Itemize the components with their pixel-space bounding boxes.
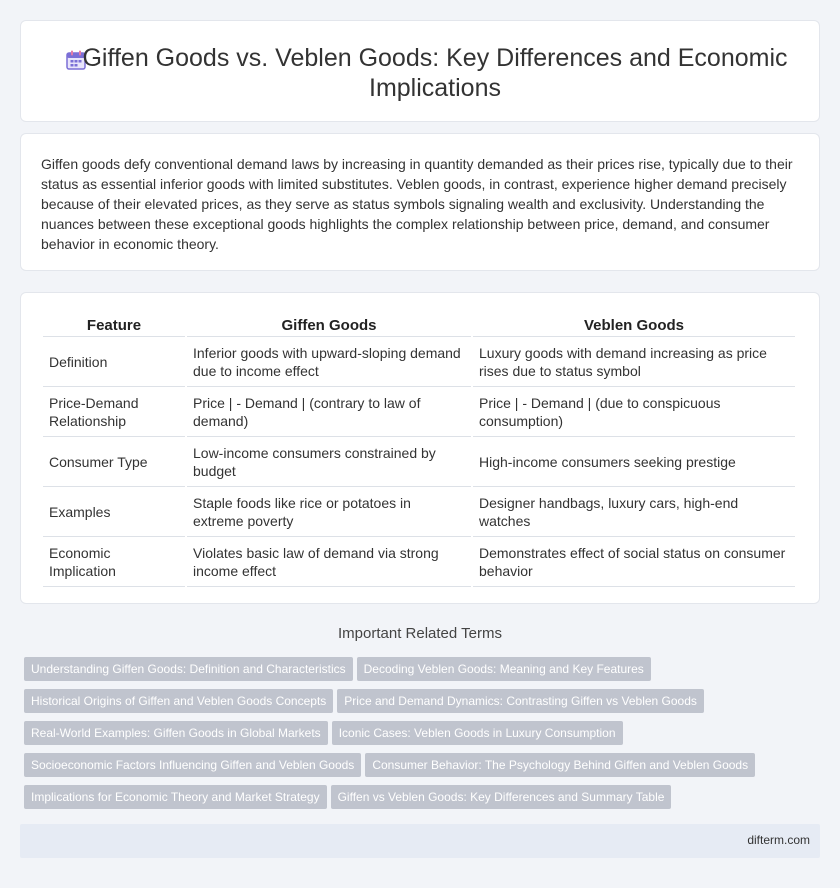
cell-giffen: Price | - Demand | (contrary to law of demand)	[187, 387, 471, 437]
footer-site-link[interactable]: difterm.com	[747, 833, 810, 847]
header-giffen: Giffen Goods	[187, 313, 471, 337]
comparison-table	[41, 313, 797, 587]
table-row	[43, 537, 795, 587]
table-row	[43, 387, 795, 437]
cell-giffen: Staple foods like rice or potatoes in extreme poverty	[187, 487, 471, 537]
related-term-link[interactable]: Consumer Behavior: The Psychology Behind Giffen and Veblen Goods	[365, 753, 755, 777]
related-term-link[interactable]: Iconic Cases: Veblen Goods in Luxury Consumption	[332, 721, 623, 745]
related-term-link[interactable]: Historical Origins of Giffen and Veblen Goods Concepts	[24, 689, 333, 713]
header-feature: Feature	[43, 313, 185, 337]
cell-feature: Examples	[43, 487, 185, 537]
table-row	[43, 487, 795, 537]
related-term-link[interactable]: Real-World Examples: Giffen Goods in Global Markets	[24, 721, 328, 745]
comparison-card	[20, 292, 820, 604]
related-terms-list	[24, 657, 814, 817]
header-veblen: Veblen Goods	[473, 313, 795, 337]
header-card	[20, 20, 820, 122]
cell-veblen: Price | - Demand | (due to conspicuous consumption)	[473, 387, 795, 437]
related-term-link[interactable]: Implications for Economic Theory and Market Strategy	[24, 785, 327, 809]
cell-veblen: Demonstrates effect of social status on consumer behavior	[473, 537, 795, 587]
related-terms-heading: Important Related Terms	[338, 625, 502, 642]
cell-giffen: Inferior goods with upward-sloping demand due to income effect	[187, 337, 471, 387]
cell-feature: Consumer Type	[43, 437, 185, 487]
page-title: Giffen Goods vs. Veblen Goods: Key Differences and Economic Implications	[82, 44, 788, 102]
cell-veblen: High-income consumers seeking prestige	[473, 437, 795, 487]
related-term-link[interactable]: Price and Demand Dynamics: Contrasting Giffen vs Veblen Goods	[337, 689, 704, 713]
intro-paragraph: Giffen goods defy conventional demand laws by increasing in quantity demanded as their prices rise, typically due to their status as essential inferior goods with limited substitutes. Veblen goods, in contrast, experience higher demand precisely because of their elevated prices, as they serve as status symbols signaling wealth and exclusivity. Understanding the nuances between these exceptional goods highlights the complex relationship between price, demand, and consumer behavior in economic theory.	[41, 156, 793, 252]
related-term-link[interactable]: Socioeconomic Factors Influencing Giffen and Veblen Goods	[24, 753, 361, 777]
cell-feature: Definition	[43, 337, 185, 387]
related-term-link[interactable]: Understanding Giffen Goods: Definition and Characteristics	[24, 657, 353, 681]
related-term-link[interactable]: Giffen vs Veblen Goods: Key Differences and Summary Table	[331, 785, 672, 809]
cell-veblen: Designer handbags, luxury cars, high-end watches	[473, 487, 795, 537]
cell-feature: Price-Demand Relationship	[43, 387, 185, 437]
related-term-link[interactable]: Decoding Veblen Goods: Meaning and Key Features	[357, 657, 651, 681]
table-header-row	[43, 313, 795, 337]
cell-veblen: Luxury goods with demand increasing as price rises due to status symbol	[473, 337, 795, 387]
intro-card	[20, 133, 820, 271]
table-row	[43, 337, 795, 387]
table-row	[43, 437, 795, 487]
footer-bar	[20, 824, 820, 858]
cell-feature: Economic Implication	[43, 537, 185, 587]
cell-giffen: Low-income consumers constrained by budget	[187, 437, 471, 487]
cell-giffen: Violates basic law of demand via strong income effect	[187, 537, 471, 587]
